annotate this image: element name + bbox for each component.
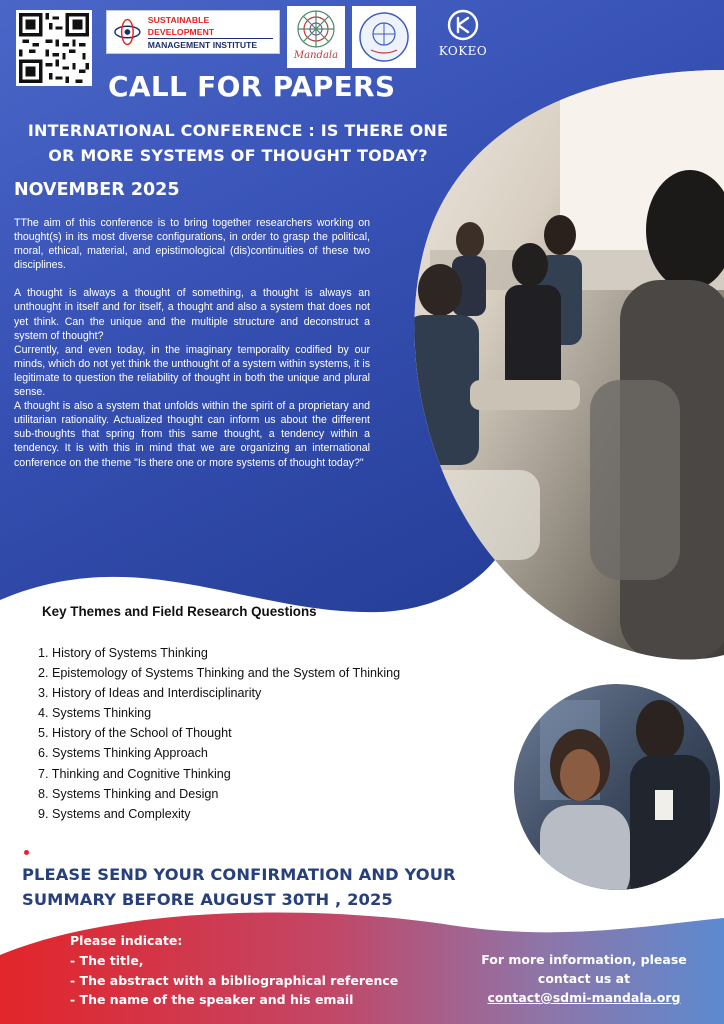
theme-item: 9. Systems and Complexity [38, 806, 191, 821]
description-paragraph-3: Currently, and even today, in the imaginary temporality codified by our minds, which do not yet think the unthought of a system within systems, it is legitimate to question the reliability of thought in both the unique and plural sense. [14, 343, 370, 399]
mandala-logo [287, 6, 345, 68]
partner-circle-logo [352, 6, 416, 68]
kokeo-wordmark: KOKEO [438, 44, 488, 58]
theme-item: 2. Epistemology of Systems Thinking and the System of Thinking [38, 666, 401, 681]
globe-emblem-icon [357, 10, 411, 64]
mandala-emblem-icon [292, 6, 340, 52]
submission-requirements [70, 931, 398, 1010]
sdmi-name-line2: MANAGEMENT INSTITUTE [147, 39, 258, 50]
requirement-item: - The name of the speaker and his email [70, 992, 354, 1008]
themes-heading: Key Themes and Field Research Questions [42, 604, 317, 619]
conference-date: NOVEMBER 2025 [14, 180, 180, 200]
sdmi-logo [106, 10, 280, 54]
description-paragraph-1: TThe aim of this conference is to bring together researchers working on thought(s) in its most diverse configurations, in order to grasp the political, moral, ethical, material, and epistimological (dis)continuities of these two disciplines. [14, 217, 370, 272]
decorative-dot [24, 850, 29, 855]
deadline-line-2: SUMMARY BEFORE AUGUST 30TH , 2025 [22, 890, 393, 909]
subtitle-line-2: OR MORE SYSTEMS OF THOUGHT TODAY? [48, 146, 428, 165]
theme-item: 7. Thinking and Cognitive Thinking [38, 766, 231, 781]
page-title: CALL FOR PAPERS [108, 70, 396, 103]
requirement-item: - The abstract with a bibliographical reference [70, 972, 399, 988]
theme-item: 1. History of Systems Thinking [38, 646, 208, 660]
discussion-photo [510, 680, 724, 905]
contact-info [464, 950, 704, 1007]
contact-line-2: contact us at [537, 971, 631, 986]
sdmi-emblem-icon [113, 17, 142, 47]
theme-item: 3. History of Ideas and Interdisciplinarity [38, 686, 262, 701]
description-paragraph-2: A thought is always a thought of something, a thought is always an unthought in itself and for itself, a thought and also a system that does not yet think. Can the unique and the multiple structure and deconstruct a system of thought? [14, 287, 370, 342]
kokeo-logo [430, 8, 496, 70]
sdmi-name-line1: SUSTAINABLE DEVELOPMENT [148, 14, 273, 39]
requirement-item: - The title, [70, 952, 144, 968]
description-paragraph-4: A thought is also a system that unfolds within the spirit of a proprietary and utilitarian rationality. Actualized thought can inform us about the different sub-thoughts that spring from this same thought, a tendency within a tendency. It is with this in mind that we are organizing an international conference on the theme "Is there one or more systems of thought today?" [14, 400, 370, 469]
kokeo-emblem-icon [446, 8, 480, 42]
deadline-line-1: PLEASE SEND YOUR CONFIRMATION AND YOUR [22, 865, 456, 884]
contact-email-link[interactable]: contact@sdmi-mandala.org [487, 990, 681, 1005]
theme-item: 6. Systems Thinking Approach [38, 746, 208, 761]
contact-line-1: For more information, please [481, 952, 687, 967]
requirements-heading: Please indicate: [70, 933, 183, 948]
theme-item: 4. Systems Thinking [38, 706, 152, 721]
subtitle-line-1: INTERNATIONAL CONFERENCE : IS THERE ONE [27, 121, 449, 140]
conference-subtitle [14, 118, 462, 168]
submission-deadline [22, 862, 456, 912]
mandala-wordmark: Mandala [293, 50, 339, 61]
theme-item: 5. History of the School of Thought [38, 726, 232, 741]
theme-item: 8. Systems Thinking and Design [38, 786, 219, 801]
qr-code [16, 10, 92, 86]
themes-list [38, 643, 400, 824]
conference-description [14, 216, 370, 470]
